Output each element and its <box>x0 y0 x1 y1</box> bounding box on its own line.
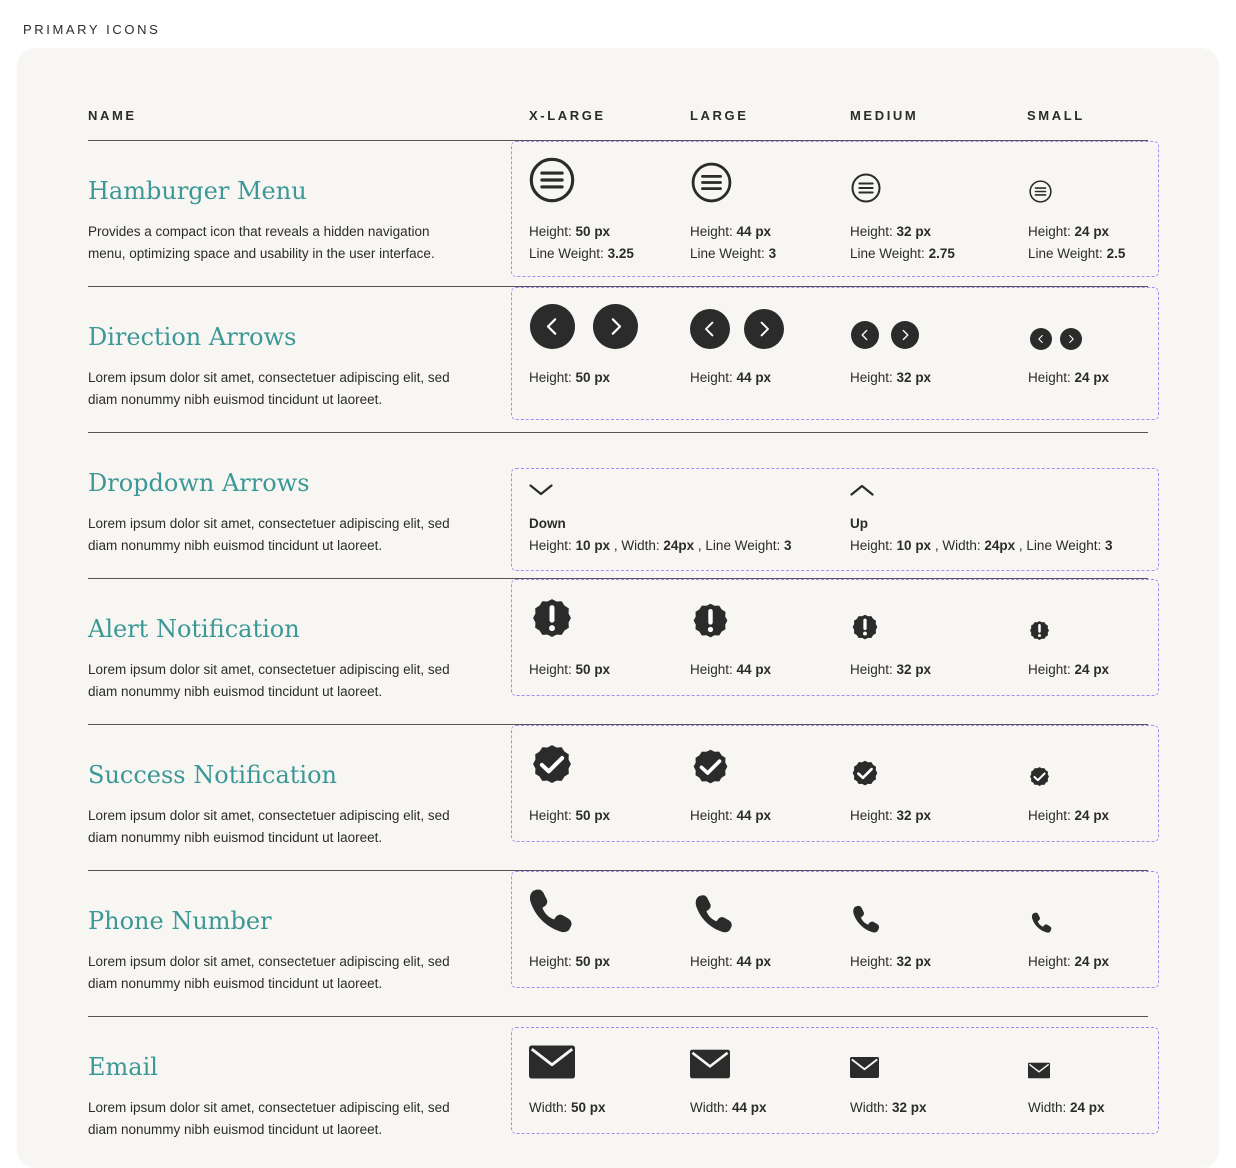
success-badge-icon <box>850 758 880 788</box>
height-value: 50 px <box>575 370 611 385</box>
size-spec <box>850 221 955 265</box>
width-label: Width: <box>529 1100 568 1115</box>
weight-value: 2.75 <box>928 246 955 261</box>
width-label: Width: <box>1028 1100 1067 1115</box>
height-value: 50 px <box>575 662 611 677</box>
phone-icon <box>528 888 573 933</box>
height-label: Height: <box>850 538 893 553</box>
height-label: Height: <box>529 370 572 385</box>
column-header-xlarge: X-LARGE <box>529 108 606 123</box>
height-label: Height: <box>1028 370 1071 385</box>
height-value: 24 px <box>1074 808 1110 823</box>
arrow-right-icon <box>891 321 919 349</box>
hamburger-menu-icon <box>1029 180 1052 203</box>
height-value: 10 px <box>575 538 611 553</box>
arrow-right-icon <box>744 309 784 349</box>
phone-icon <box>694 894 733 933</box>
size-spec <box>529 221 634 265</box>
height-value: 10 px <box>896 538 932 553</box>
weight-value: 3 <box>768 246 777 261</box>
row-title-alert: Alert Notification <box>88 615 300 643</box>
height-value: 50 px <box>575 808 611 823</box>
height-label: Height: <box>1028 662 1071 677</box>
arrow-left-icon <box>530 304 575 349</box>
height-value: 32 px <box>896 370 932 385</box>
alert-badge-icon <box>690 600 731 641</box>
size-spec <box>690 805 771 827</box>
size-spec <box>529 951 610 973</box>
email-envelope-icon <box>529 1044 575 1080</box>
size-spec <box>529 659 610 681</box>
row-title-success: Success Notification <box>88 761 337 789</box>
height-value: 32 px <box>896 662 932 677</box>
column-header-large: LARGE <box>690 108 749 123</box>
size-spec <box>690 221 776 265</box>
size-spec <box>690 659 771 681</box>
weight-label: Line Weight: <box>850 246 925 261</box>
row-divider <box>88 432 1148 433</box>
width-label: , Width: <box>934 538 981 553</box>
size-spec-down <box>529 513 792 557</box>
width-value: 44 px <box>732 1100 767 1115</box>
row-description-arrows: Lorem ipsum dolor sit amet, consectetuer adipiscing elit, sed diam nonummy nibh euismod tincidunt ut laoreet. <box>88 370 450 407</box>
height-label: Height: <box>529 538 572 553</box>
height-value: 50 px <box>575 954 611 969</box>
row-description-phone: Lorem ipsum dolor sit amet, consectetuer adipiscing elit, sed diam nonummy nibh euismod tincidunt ut laoreet. <box>88 954 450 991</box>
height-value: 50 px <box>575 224 611 239</box>
size-spec <box>1028 951 1109 973</box>
hamburger-menu-icon <box>691 162 732 203</box>
size-spec <box>529 1097 606 1119</box>
height-value: 24 px <box>1074 954 1110 969</box>
row-description-alert: Lorem ipsum dolor sit amet, consectetuer adipiscing elit, sed diam nonummy nibh euismod tincidunt ut laoreet. <box>88 662 450 699</box>
row-divider <box>88 1016 1148 1017</box>
size-spec <box>850 659 931 681</box>
weight-label: Line Weight: <box>529 246 604 261</box>
row-description-dropdown: Lorem ipsum dolor sit amet, consectetuer adipiscing elit, sed diam nonummy nibh euismod tincidunt ut laoreet. <box>88 516 450 553</box>
size-spec <box>1028 659 1109 681</box>
height-label: Height: <box>850 662 893 677</box>
height-label: Height: <box>690 662 733 677</box>
height-label: Height: <box>1028 224 1071 239</box>
row-title-dropdown: Dropdown Arrows <box>88 469 310 497</box>
variant-name: Down <box>529 516 566 531</box>
height-label: Height: <box>1028 808 1071 823</box>
height-value: 24 px <box>1074 370 1110 385</box>
hamburger-menu-icon <box>529 157 575 203</box>
alert-badge-icon <box>529 595 575 641</box>
chevron-down-icon <box>529 484 553 496</box>
column-header-medium: MEDIUM <box>850 108 919 123</box>
size-spec <box>529 367 610 389</box>
row-title-hamburger: Hamburger Menu <box>88 177 307 205</box>
width-value: 32 px <box>892 1100 927 1115</box>
chevron-up-icon <box>850 484 874 496</box>
size-spec <box>850 367 931 389</box>
size-spec <box>850 1097 927 1119</box>
height-value: 44 px <box>736 662 772 677</box>
width-value: 24 px <box>1070 1100 1105 1115</box>
alert-badge-icon <box>850 612 880 642</box>
height-label: Height: <box>850 224 893 239</box>
arrow-right-icon <box>1060 328 1082 350</box>
row-description-hamburger: Provides a compact icon that reveals a hidden navigation menu, optimizing space and usability in the user interface. <box>88 224 435 261</box>
row-title-email: Email <box>88 1053 158 1081</box>
height-value: 44 px <box>736 224 772 239</box>
size-spec <box>1028 221 1125 265</box>
height-value: 44 px <box>736 954 772 969</box>
size-spec <box>690 951 771 973</box>
weight-value: 3 <box>784 538 792 553</box>
height-label: Height: <box>529 954 572 969</box>
height-value: 32 px <box>896 954 932 969</box>
column-header-name: NAME <box>88 108 137 123</box>
variant-name: Up <box>850 516 868 531</box>
height-label: Height: <box>529 662 572 677</box>
weight-label: Line Weight: <box>1028 246 1103 261</box>
width-label: Width: <box>850 1100 889 1115</box>
size-spec <box>690 1097 767 1119</box>
email-envelope-icon <box>850 1056 879 1079</box>
weight-value: 3 <box>1105 538 1113 553</box>
weight-label: , Line Weight: <box>697 538 781 553</box>
row-title-arrows: Direction Arrows <box>88 323 297 351</box>
height-label: Height: <box>690 954 733 969</box>
height-label: Height: <box>529 224 572 239</box>
email-envelope-icon <box>690 1048 730 1080</box>
alert-badge-icon <box>1028 619 1051 642</box>
arrow-left-icon <box>851 321 879 349</box>
height-label: Height: <box>690 224 733 239</box>
height-value: 32 px <box>896 224 932 239</box>
weight-value: 2.5 <box>1106 246 1126 261</box>
height-label: Height: <box>690 370 733 385</box>
height-value: 32 px <box>896 808 932 823</box>
width-value: 50 px <box>571 1100 606 1115</box>
row-description-success: Lorem ipsum dolor sit amet, consectetuer adipiscing elit, sed diam nonummy nibh euismod tincidunt ut laoreet. <box>88 808 450 845</box>
height-label: Height: <box>850 370 893 385</box>
height-label: Height: <box>529 808 572 823</box>
success-badge-icon <box>529 741 575 787</box>
size-spec <box>529 805 610 827</box>
height-label: Height: <box>850 954 893 969</box>
email-envelope-icon <box>1028 1062 1050 1079</box>
section-label: PRIMARY ICONS <box>23 22 161 37</box>
height-value: 24 px <box>1074 662 1110 677</box>
height-value: 44 px <box>736 370 772 385</box>
size-spec <box>1028 805 1109 827</box>
hamburger-menu-icon <box>851 173 881 203</box>
size-spec <box>850 805 931 827</box>
size-spec <box>850 951 931 973</box>
row-title-phone: Phone Number <box>88 907 272 935</box>
height-label: Height: <box>690 808 733 823</box>
column-header-small: SMALL <box>1027 108 1085 123</box>
arrow-left-icon <box>1030 328 1052 350</box>
success-badge-icon <box>690 746 731 787</box>
height-value: 24 px <box>1074 224 1110 239</box>
size-spec-up <box>850 513 1113 557</box>
height-value: 44 px <box>736 808 772 823</box>
phone-icon <box>852 905 880 933</box>
width-label: Width: <box>690 1100 729 1115</box>
size-spec <box>1028 1097 1105 1119</box>
size-spec <box>690 367 771 389</box>
weight-value: 3.25 <box>607 246 634 261</box>
arrow-left-icon <box>690 309 730 349</box>
weight-label: Line Weight: <box>690 246 765 261</box>
height-label: Height: <box>850 808 893 823</box>
phone-icon <box>1031 912 1052 933</box>
weight-label: , Line Weight: <box>1018 538 1102 553</box>
width-label: , Width: <box>613 538 660 553</box>
size-spec <box>1028 367 1109 389</box>
width-value: 24px <box>984 538 1016 553</box>
width-value: 24px <box>663 538 695 553</box>
success-badge-icon <box>1028 765 1051 788</box>
arrow-right-icon <box>593 304 638 349</box>
height-label: Height: <box>1028 954 1071 969</box>
row-description-email: Lorem ipsum dolor sit amet, consectetuer adipiscing elit, sed diam nonummy nibh euismod tincidunt ut laoreet. <box>88 1100 450 1137</box>
